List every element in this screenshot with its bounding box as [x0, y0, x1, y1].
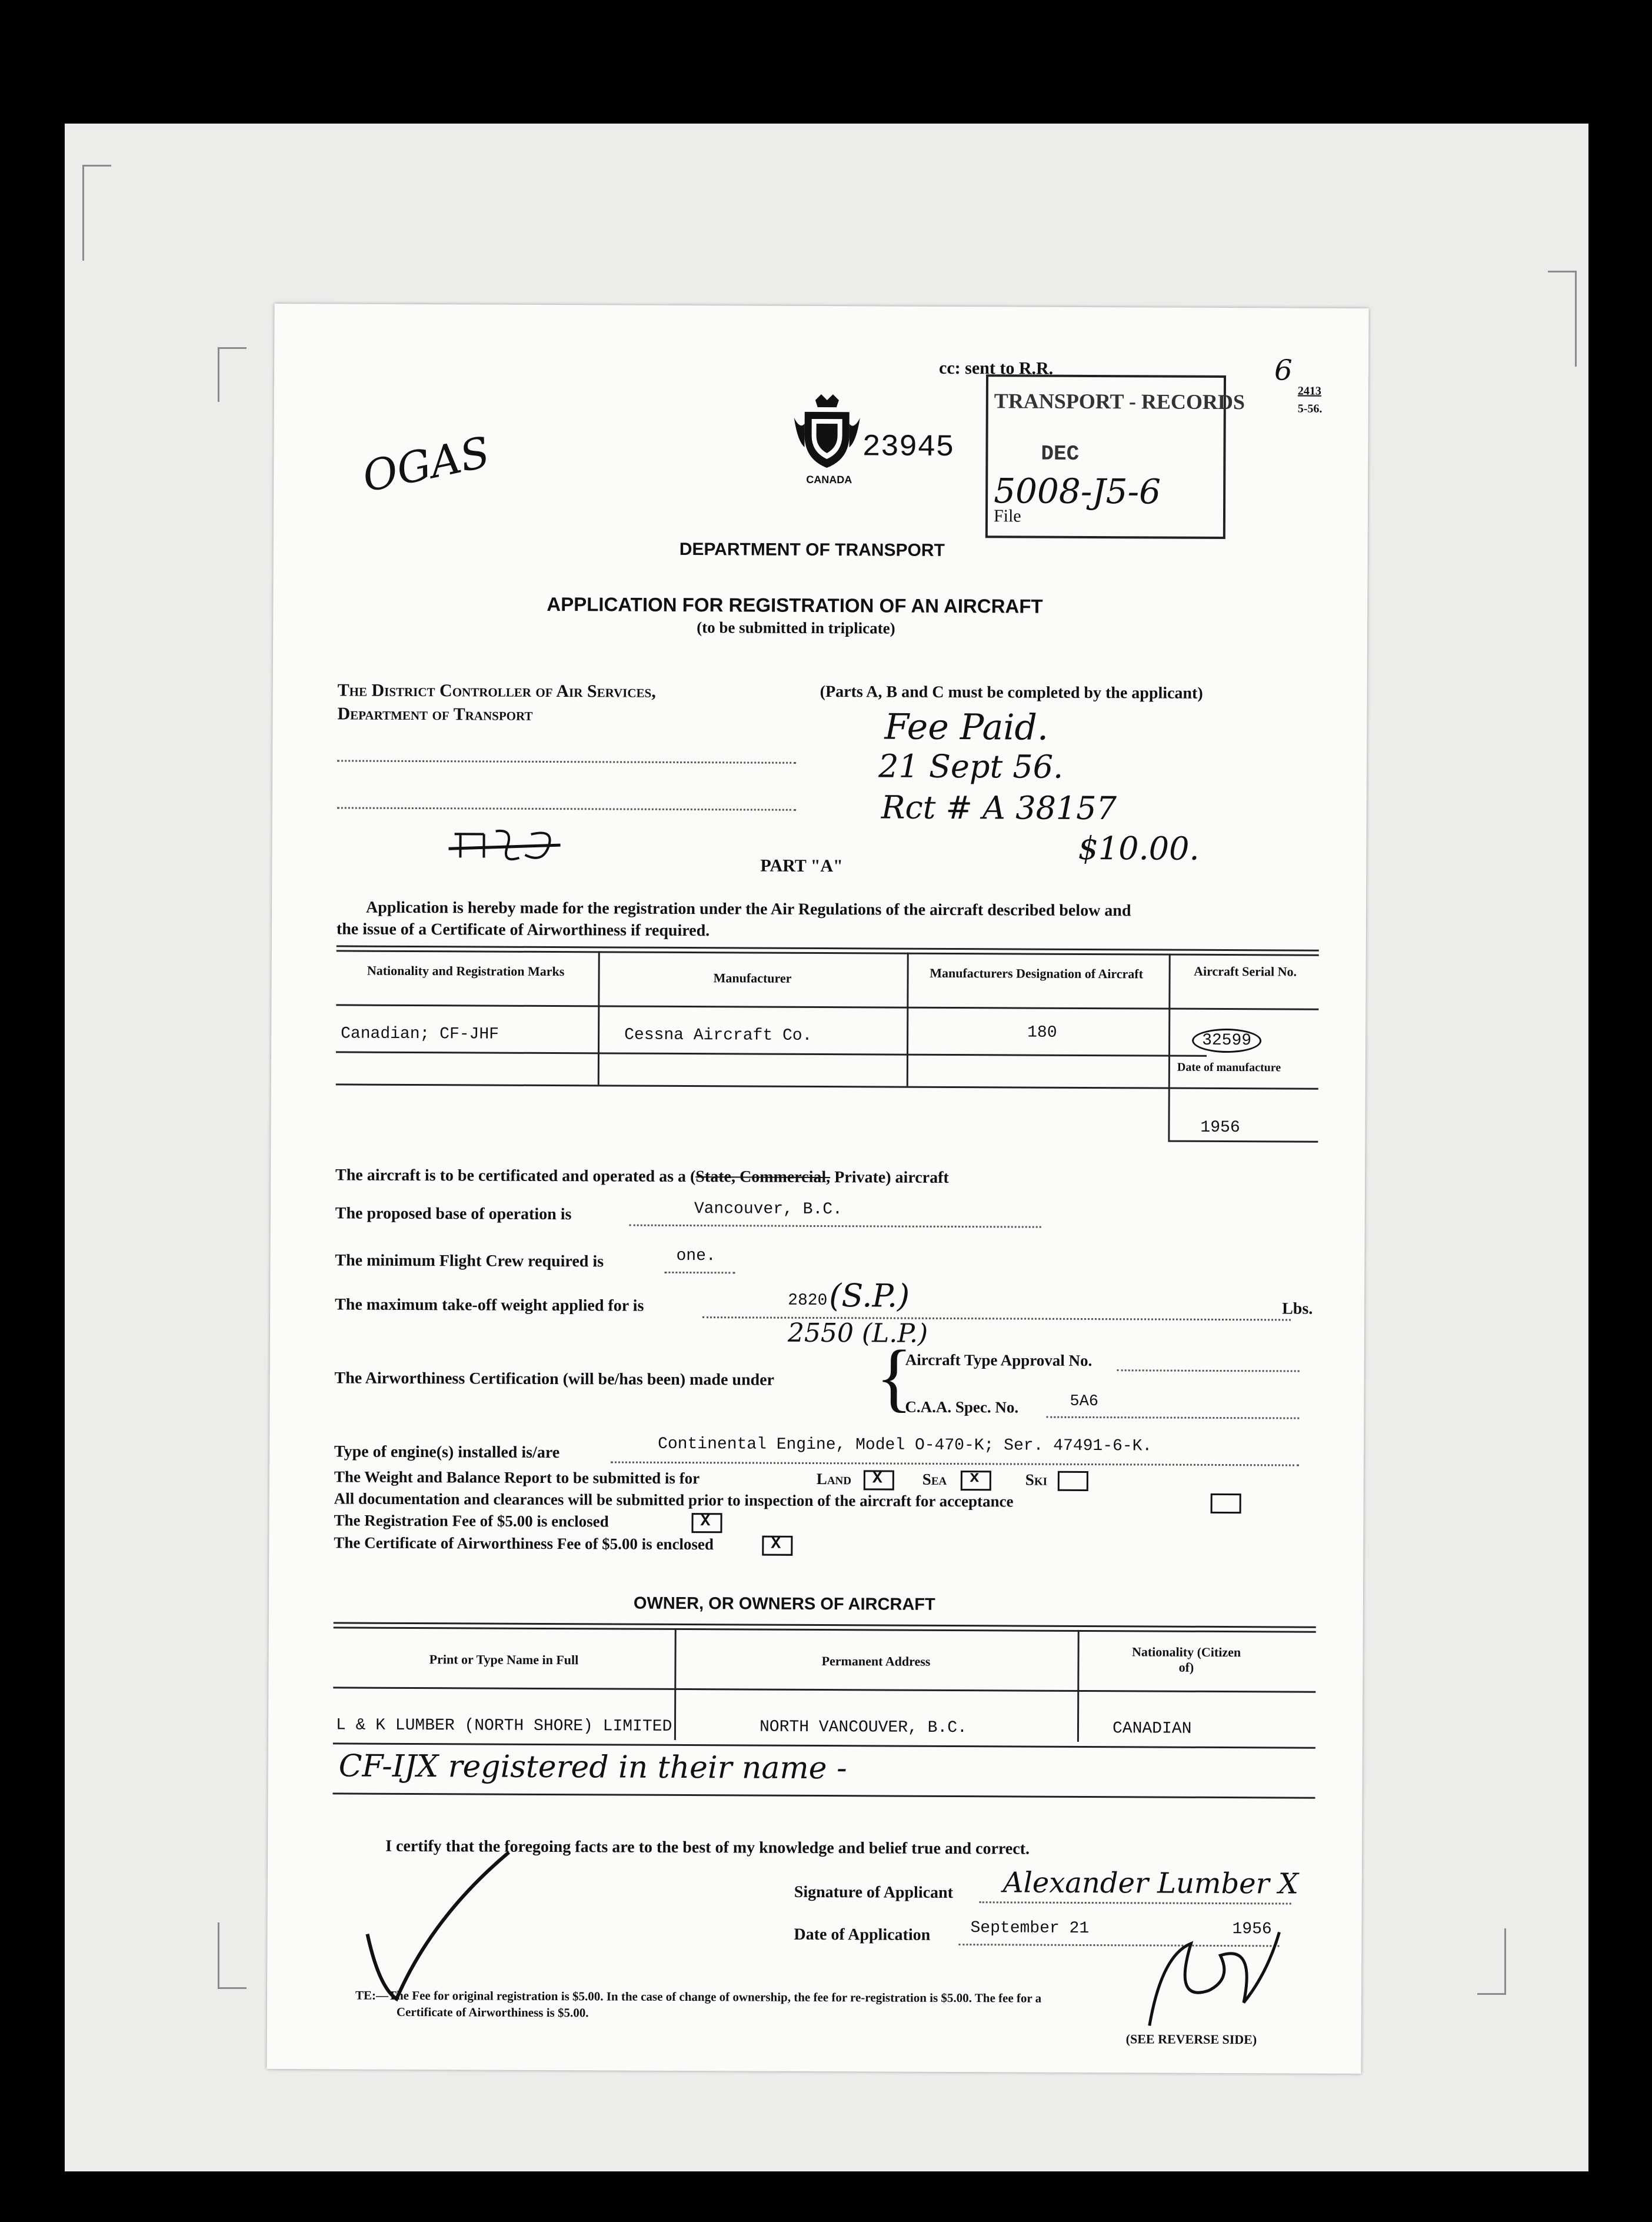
land-mark: X [872, 1469, 882, 1488]
owners-table-top-rule-2 [334, 1626, 1316, 1632]
date-of-manufacture-value: 1956 [1200, 1118, 1240, 1137]
sea-label: Sea [922, 1470, 947, 1488]
manufacturer-value: Cessna Aircraft Co. [624, 1026, 812, 1045]
owners-header-address: Permanent Address [821, 1654, 931, 1669]
date-value: September 21 [970, 1919, 1090, 1938]
ski-label: Ski [1025, 1471, 1048, 1489]
aircraft-table-header-rule [336, 1004, 1318, 1010]
corner-mark-bottom-left [218, 1922, 247, 1989]
addressee-line-1: The District Controller of Air Services, [337, 680, 656, 701]
application-text-2: the issue of a Certificate of Airworthiness if required. [336, 920, 710, 940]
footnote-1: TE:—The Fee for original registration is $5.00. In the case of change of ownership, the fee for re-registration is $5.00. The fee for a [355, 1988, 1042, 2005]
type-approval-line [1117, 1369, 1300, 1372]
crew-line [664, 1272, 735, 1274]
stamp-date: DEC [1041, 441, 1080, 466]
header-registration-marks: Nationality and Registration Marks [367, 963, 565, 979]
aircraft-table-top-rule-2 [337, 950, 1319, 956]
owner-name-value: L & K LUMBER (NORTH SHORE) LIMITED [335, 1716, 672, 1736]
aircraft-table-row-rule [336, 1051, 1207, 1056]
caa-spec-label: C.A.A. Spec. No. [905, 1398, 1019, 1416]
weight-lp: 2550 (L.P.) [787, 1318, 928, 1349]
department-heading: DEPARTMENT OF TRANSPORT [679, 539, 945, 560]
owners-heading: OWNER, OR OWNERS OF AIRCRAFT [633, 1594, 935, 1614]
corner-mark-bottom-right [1477, 1928, 1506, 1995]
header-designation: Manufacturers Designation of Aircraft [930, 965, 1144, 982]
sea-checkbox[interactable] [961, 1471, 991, 1491]
airworthiness-label: The Airworthiness Certification (will be/has been) made under [334, 1369, 775, 1389]
owner-address-value: NORTH VANCOUVER, B.C. [759, 1718, 967, 1738]
base-label: The proposed base of operation is [335, 1204, 572, 1224]
owners-header-nationality: Nationality (Citizen of) [1131, 1644, 1241, 1675]
reverse-side-note: (SEE REVERSE SIDE) [1125, 2031, 1257, 2047]
engine-label: Type of engine(s) installed is/are [334, 1442, 560, 1462]
address-line-1 [337, 760, 796, 763]
registration-fee-checkbox[interactable] [691, 1513, 722, 1533]
part-a-heading: PART "A" [760, 856, 843, 876]
corner-mark-top-left [82, 165, 111, 261]
documentation-checkbox[interactable] [1211, 1493, 1241, 1514]
corner-mark-top-right [1548, 271, 1577, 367]
fee-paid-line-1: Fee Paid. [884, 706, 1049, 749]
weight-unit: Lbs. [1282, 1299, 1313, 1318]
certify-text: I certify that the foregoing facts are to the best of my knowledge and belief true and correct. [385, 1837, 1030, 1858]
form-subtitle: (to be submitted in triplicate) [697, 618, 895, 637]
coa-fee-text: The Certificate of Airworthiness Fee of $5.00 is enclosed [334, 1534, 714, 1554]
stamp-title: TRANSPORT - RECORDS [994, 389, 1245, 414]
stamp-file-label: File [993, 506, 1021, 526]
caa-spec-value: 5A6 [1070, 1392, 1099, 1411]
owners-table-header-rule [333, 1687, 1315, 1692]
engine-value: Continental Engine, Model O-470-K; Ser. 47491-6-K. [658, 1435, 1153, 1456]
base-line [630, 1225, 1041, 1228]
coa-fee-mark: X [771, 1535, 781, 1554]
date-year: 1956 [1232, 1920, 1272, 1939]
aircraft-col-divider-3 [1168, 954, 1171, 1087]
application-form [267, 304, 1368, 2074]
crest-label: CANADA [806, 473, 852, 486]
crossed-out-initials-icon [448, 822, 566, 864]
addressee-line-2: Department of Transport [337, 704, 533, 724]
checkmark-icon [361, 1846, 515, 2011]
fee-paid-line-4: $10.00. [1078, 829, 1200, 867]
owners-table-row-rule [333, 1742, 1315, 1748]
owners-col-divider-2 [1077, 1630, 1080, 1742]
crew-value: one. [676, 1246, 716, 1266]
land-label: Land [816, 1469, 852, 1488]
fee-paid-line-3: Rct # A 38157 [881, 789, 1117, 827]
form-date: 5-56. [1297, 402, 1323, 415]
registration-marks-value: Canadian; CF-JHF [341, 1024, 499, 1044]
corner-number: 6 [1274, 354, 1293, 387]
parts-note: (Parts A, B and C must be completed by the applicant) [820, 683, 1203, 703]
type-approval-label: Aircraft Type Approval No. [905, 1351, 1093, 1370]
sea-mark: x [969, 1469, 980, 1488]
signature-label: Signature of Applicant [794, 1882, 954, 1902]
date-of-manufacture-rule [1168, 1140, 1318, 1143]
handwritten-initials: OGAS [358, 427, 494, 502]
date-label: Date of Application [794, 1925, 931, 1944]
registration-fee-mark: X [700, 1512, 711, 1531]
designation-value: 180 [1027, 1023, 1057, 1042]
weight-sp: (S.P.) [829, 1277, 910, 1315]
owner-handwritten-row: CF-IJX registered in their name - [338, 1748, 847, 1787]
form-title: APPLICATION FOR REGISTRATION OF AN AIRCRAFT [547, 593, 1043, 617]
owner-nationality-value: CANADIAN [1112, 1719, 1192, 1738]
header-manufacturer: Manufacturer [713, 970, 792, 986]
certification-prefix: The aircraft is to be certificated and operated as a ( [335, 1166, 696, 1186]
fee-paid-line-2: 21 Sept 56. [878, 747, 1064, 786]
application-text-1: Application is hereby made for the registration under the Air Regulations of the aircraft described below and [366, 898, 1131, 920]
certification-suffix: Private) aircraft [830, 1168, 949, 1187]
base-value: Vancouver, B.C. [694, 1200, 842, 1219]
owners-col-divider-1 [674, 1628, 677, 1740]
aircraft-table-bottom-rule [336, 1083, 1318, 1089]
certification-struck: State, Commercial, [695, 1167, 831, 1187]
footnote-2: Certificate of Airworthiness is $5.00. [396, 2004, 589, 2020]
signature-value: Alexander Lumber X [1002, 1866, 1299, 1901]
documentation-text: All documentation and clearances will be submitted prior to inspection of the aircraft for acceptance [334, 1489, 1014, 1511]
form-number: 2413 [1297, 384, 1321, 398]
corner-mark-left [218, 347, 247, 402]
weight-label: The maximum take-off weight applied for is [335, 1295, 644, 1315]
header-serial-no: Aircraft Serial No. [1194, 963, 1297, 979]
weight-value: 2820 [788, 1291, 828, 1310]
address-line-2 [337, 807, 796, 810]
owners-header-name: Print or Type Name in Full [429, 1652, 579, 1668]
brace-icon: { [875, 1335, 913, 1420]
land-checkbox[interactable] [864, 1470, 894, 1490]
certification-line [335, 1166, 949, 1187]
ski-checkbox[interactable] [1058, 1471, 1088, 1491]
stamp-file-number: 5008-J5-6 [994, 471, 1161, 512]
date-of-manufacture-divider [1168, 1087, 1170, 1140]
records-stamp [985, 374, 1245, 539]
canada-crest-icon [791, 394, 862, 471]
crew-label: The minimum Flight Crew required is [335, 1251, 604, 1271]
weight-balance-label: The Weight and Balance Report to be submitted is for [334, 1468, 700, 1488]
coa-fee-checkbox[interactable] [762, 1536, 792, 1556]
date-of-manufacture-label: Date of manufacture [1177, 1060, 1281, 1075]
serial-stamp: 23945 [862, 430, 954, 465]
caa-spec-line [1046, 1416, 1299, 1419]
initials-scribble-icon [1138, 1920, 1291, 2038]
engine-line [611, 1461, 1299, 1466]
serial-value: 32599 [1192, 1029, 1261, 1053]
owners-table-bottom-rule [333, 1792, 1315, 1798]
signature-line [980, 1901, 1291, 1904]
registration-fee-text: The Registration Fee of $5.00 is enclosed [334, 1511, 609, 1531]
cc-line: cc: sent to R.R. [939, 358, 1054, 378]
